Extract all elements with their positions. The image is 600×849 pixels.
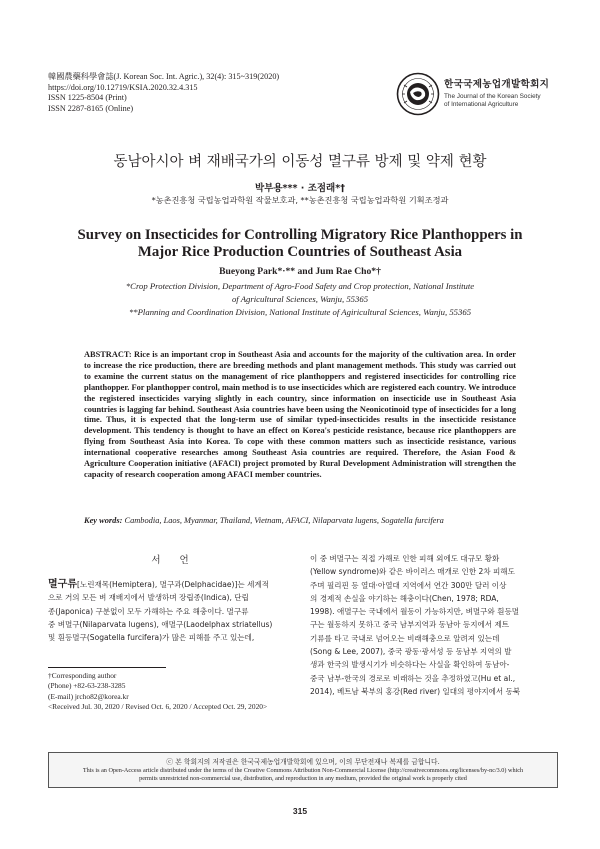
abstract xyxy=(84,350,516,481)
body-line: 종(Japonica) 구분없이 모두 가해하는 주요 해충이다. 멸구류 xyxy=(48,606,249,616)
affiliation-en: *Crop Protection Division, Department of Agro-Food Safety and Crop protection, National Institute of Agricultural Sciences, Wanju, 55365 **Planning and Coordination Division, National Institute of Agiricultural Sciences, Wanju, 55365 xyxy=(125,281,475,317)
society-name-en: The Journal of the Korean Society of International Agriculture xyxy=(444,93,541,108)
authors-en: Bueyong Park*·** and Jum Rae Cho*† xyxy=(219,266,381,277)
body-line: 의 경제적 손실을 야기하는 해충이다(Chen, 1978; RDA, xyxy=(310,593,499,603)
body-line: 기류를 타고 국내로 넘어오는 비래해충으로 알려져 있는데 xyxy=(310,633,500,643)
section-title: 서 언 xyxy=(151,555,197,566)
keywords xyxy=(84,516,524,525)
received-dates: <Received Jul. 30, 2020 / Revised Oct. 6, 2020 / Accepted Oct. 29, 2020> xyxy=(48,701,268,711)
keywords-label: Key words: xyxy=(84,516,123,525)
phone: (Phone) +82-63-238-3285 xyxy=(48,681,126,691)
doi-link[interactable]: https://doi.org/10.12719/KSIA.2020.32.4.315 xyxy=(48,82,198,92)
copyright-notice: ⓒ 본 학회지의 저작권은 한국국제농업개발학회에 있으며, 이의 무단전재나 복제를 금합니다. xyxy=(166,758,440,766)
body-line: 구는 월동하지 못하고 중국 남부지역과 동남아 등지에서 제트 xyxy=(310,620,510,630)
body-line: 멸구류[노린재목(Hemiptera), 멸구과(Delphacidae)]는 세계적 xyxy=(48,579,269,590)
body-line: 중 벼멸구(Nilaparvata lugens), 애멸구(Laodelphax striatellus) xyxy=(48,619,273,629)
society-name xyxy=(444,76,549,109)
license-text: This is an Open-Access article distributed under the terms of the Creative Commons Attribution Non-Commercial License (http://creativecommons.org/licenses/by-nc/3.0) which permits unrestricted non-commercial use, distribution, and reproduction in any medium, provided the original work is properly cited xyxy=(82,767,524,782)
body-line: 2014), 베트남 북부의 홍강(Red river) 일대의 평야지에서 동북 xyxy=(310,686,521,696)
keywords-text: Cambodia, Laos, Myanmar, Thailand, Vietnam, AFACI, Nilaparvata lugens, Sogatella furcifera xyxy=(124,516,444,525)
abstract-text: Rice is an important crop in Southeast Asia and accounts for the majority of the cultivation area. In order to increase the rice production, there are breeding methods and plant management methods. This study was carried out to examine the current status on the management of rice planthoppers and registered insecticides for controlling rice planthopper. For planthopper control, main method is to use insecticides which are registered each country. We introduce the registered insecticides varying slightly in each country, since information on insecticide use in Southeast Asia countries is lagging far behind. Southeast Asia countries have been using the Neonicotinoid type of insecticides for a long time. Thus, it is expected that the long-term use of similar typed-insecticides results in the insecticide resistance development. This tendency is thought to have an effect on Korea's pesticide resistance, because rice planthoppers are flying from Southeast Asia into Korea. To cope with these common matters such as insecticide resistance, various international cooperative researches among Southeast Asia countries are required. Therefore, the Asian Food & Agriculture Cooperation initiative (AFACI) project promoted by Rural Development Administration will strengthen the capacity of research cooperation among AFACI member countries. xyxy=(84,350,516,479)
body-line: (Song & Lee, 2007), 중국 광동·광서성 등 동남부 지역의 발 xyxy=(310,647,512,657)
body-line: (Yellow syndrome)와 같은 바이러스 매개로 인한 2차 피해도 xyxy=(310,567,515,577)
body-line: 이 중 벼멸구는 직접 가해로 인한 피해 외에도 대규모 황화 xyxy=(310,554,500,563)
journal-header xyxy=(48,72,279,114)
body-right-column xyxy=(310,552,558,698)
footnote xyxy=(48,671,267,712)
affiliation-ko: *농촌진흥청 국립농업과학원 작물보호과, **농촌진흥청 국립농업과학원 기획조정과 xyxy=(151,195,449,205)
body-line: 1998). 애멸구는 국내에서 월동이 가능하지만, 벼멸구와 흰등멸 xyxy=(310,607,520,617)
license-box xyxy=(48,752,558,788)
citation: 韓國農藥科學會誌(J. Korean Soc. Int. Agric.), 32(4): 315~319(2020) xyxy=(48,72,280,81)
page-number: 315 xyxy=(292,806,308,816)
email[interactable]: (E-mail) jrcho82@korea.kr xyxy=(48,691,129,701)
footnote-divider xyxy=(48,667,166,668)
society-name-ko: 한국국제농업개발학회지 xyxy=(444,79,550,90)
issn-online: ISSN 2287-8165 (Online) xyxy=(48,103,134,113)
body-left-column xyxy=(48,578,300,644)
body-line: 생과 한국의 발생시기가 비슷하다는 사실을 확인하여 동남아- xyxy=(310,660,510,670)
body-line: 및 흰등멸구(Sogatella furcifera)가 많은 피해를 주고 있는데, xyxy=(48,633,255,643)
society-logo-icon xyxy=(396,72,440,116)
issn-print: ISSN 1225-8504 (Print) xyxy=(48,93,127,102)
title-en: Survey on Insecticides for Controlling Migratory Rice Planthoppers in Major Rice Production Countries of Southeast Asia xyxy=(77,227,523,260)
body-line: 으로 거의 모든 벼 재배지에서 발생하며 장립종(Indica), 단립 xyxy=(48,593,249,603)
title-ko: 동남아시아 벼 재배국가의 이동성 멸구류 방제 및 약제 현황 xyxy=(113,154,487,170)
lead-word: 멸구류 xyxy=(48,579,77,590)
body-line: 중국 남부-한국의 경로로 비래하는 것을 추정하였고(Hu et al., xyxy=(310,673,516,683)
body-line: 주며 필리핀 등 열대·아열대 지역에서 연간 300만 달러 이상 xyxy=(310,580,507,590)
abstract-label: ABSTRACT: xyxy=(84,350,132,359)
authors-ko: 박부용*** · 조점래*† xyxy=(255,183,345,194)
corresponding-author: †Corresponding author xyxy=(48,671,117,680)
